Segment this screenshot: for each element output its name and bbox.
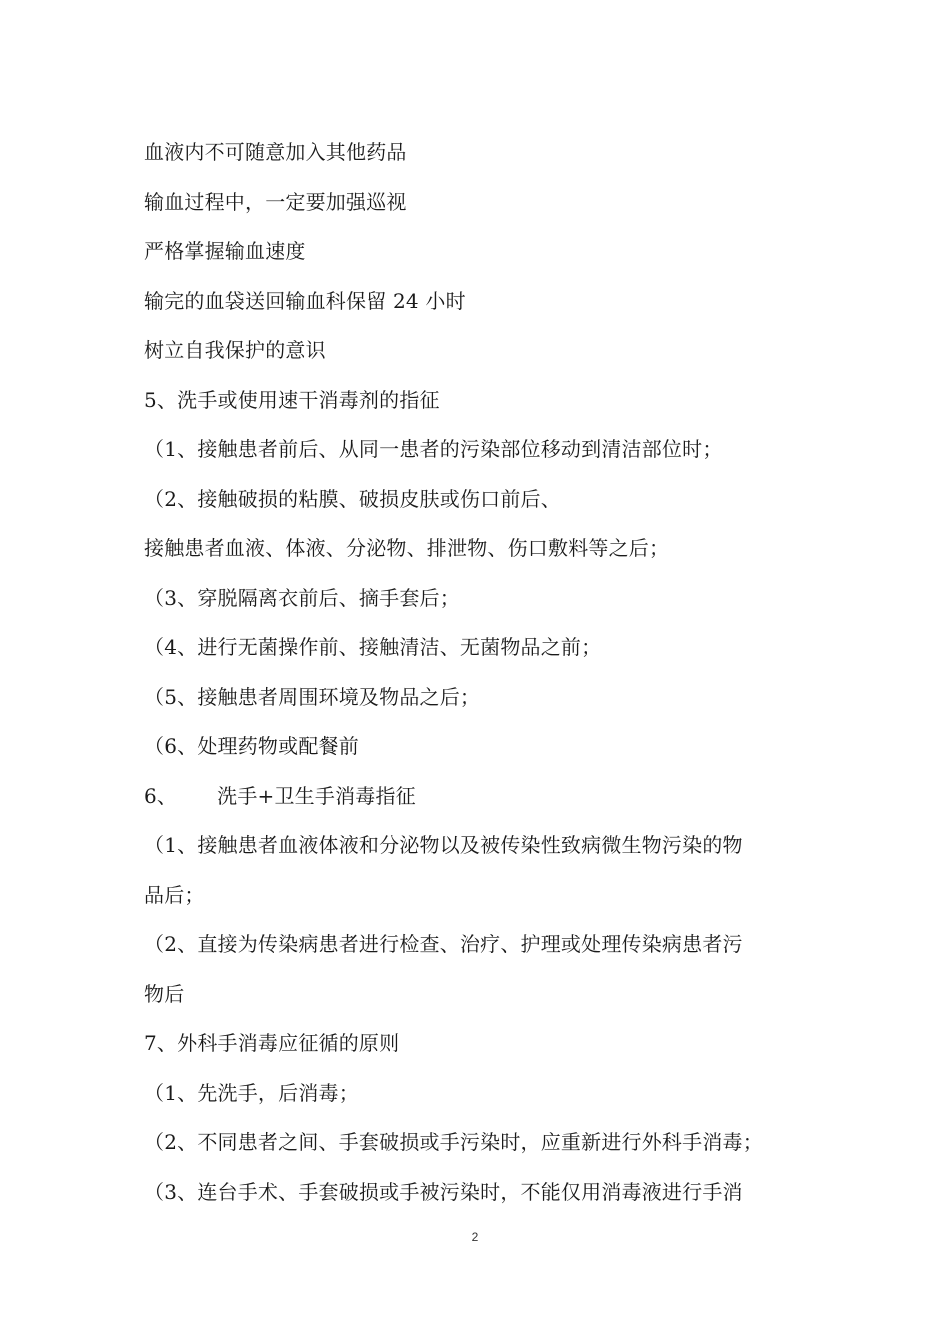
list-item: （6、处理药物或配餐前 [144, 734, 359, 758]
list-item: （1、接触患者血液体液和分泌物以及被传染性致病微生物污染的物 [144, 833, 743, 857]
list-item: （3、穿脱隔离衣前后、摘手套后； [144, 585, 460, 610]
list-item: （2、接触破损的粘膜、破损皮肤或伤口前后、 [144, 486, 561, 511]
page-number: 2 [471, 1230, 479, 1244]
list-item: （2、不同患者之间、手套破损或手污染时，应重新进行外科手消毒； [144, 1130, 763, 1154]
list-item: （1、先洗手，后消毒； [144, 1080, 359, 1105]
section-heading-5: 5、洗手或使用速干消毒剂的指征 [144, 387, 440, 412]
list-item-continuation: 品后； [144, 882, 205, 907]
list-item-continuation: 物后 [144, 981, 185, 1006]
list-item: （1、接触患者前后、从同一患者的污染部位移动到清洁部位时； [144, 437, 723, 461]
list-item: （2、直接为传染病患者进行检查、治疗、护理或处理传染病患者污 [144, 932, 743, 956]
list-item: （3、连台手术、手套破损或手被污染时，不能仅用消毒液进行手消 [144, 1179, 743, 1204]
text-line: 严格掌握输血速度 [144, 239, 306, 263]
section-heading-6 [144, 777, 824, 827]
section-heading-7: 7、外科手消毒应征循的原则 [144, 1031, 400, 1055]
text-line: 输完的血袋送回输血科保留 24 小时 [144, 288, 466, 313]
list-item-continuation: 接触患者血液、体液、分泌物、排泄物、伤口敷料等之后； [144, 536, 670, 560]
list-item: （5、接触患者周围环境及物品之后； [144, 684, 481, 709]
list-item: （4、进行无菌操作前、接触清洁、无菌物品之前； [144, 635, 602, 659]
text-line: 树立自我保护的意识 [144, 338, 326, 362]
text-line: 血液内不可随意加入其他药品 [144, 140, 407, 164]
document-body [144, 133, 824, 1222]
section-heading-number: 6、 [144, 783, 178, 808]
section-heading-text: 洗手+卫生手消毒指征 [217, 783, 416, 808]
text-line: 输血过程中，一定要加强巡视 [144, 189, 407, 214]
